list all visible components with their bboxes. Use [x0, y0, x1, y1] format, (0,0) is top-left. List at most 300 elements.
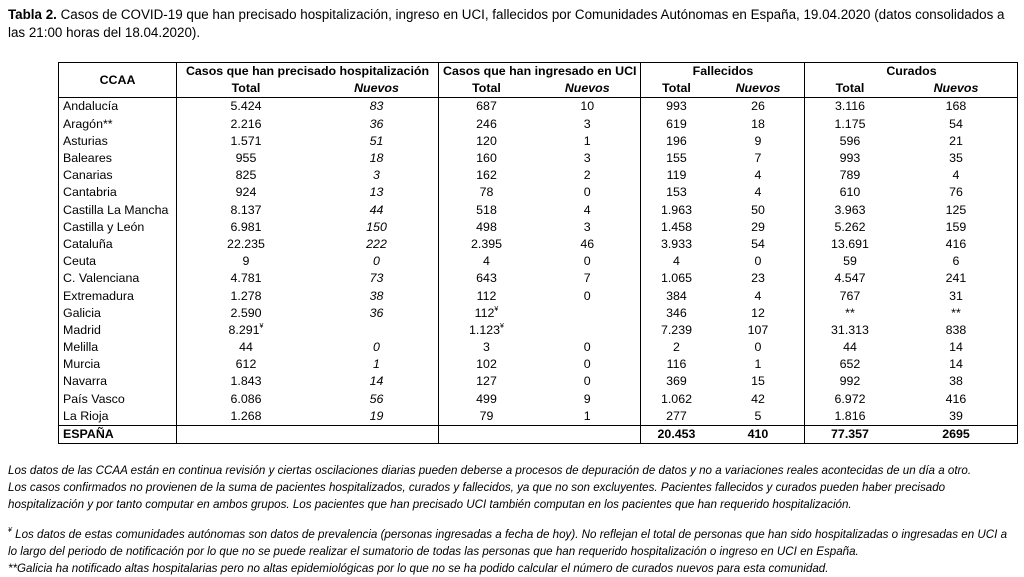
cell-value: 59	[843, 254, 857, 269]
cell-value: 13.691	[831, 236, 869, 251]
table-row	[59, 253, 1018, 270]
header-hospitalizacion: Casos que han precisado hospitalización	[177, 63, 439, 81]
header-row-groups	[59, 63, 1018, 81]
cell-h-new	[315, 356, 439, 373]
table-row	[59, 287, 1018, 304]
cell-f-new	[711, 287, 805, 304]
table-body	[59, 98, 1018, 444]
cell-c-new	[894, 150, 1018, 167]
footnote-yen-mark: ¥	[8, 527, 12, 534]
cell-value: Extremadura	[63, 288, 134, 303]
cell-value: 50	[751, 202, 765, 217]
cell-h-total	[177, 391, 316, 408]
cell-value: 246	[476, 116, 497, 131]
cell-c-new	[894, 253, 1018, 270]
cell-h-total	[177, 305, 316, 322]
cell-value: 993	[839, 151, 861, 166]
cell-h-new	[315, 202, 439, 219]
cell-f-total	[641, 184, 712, 201]
cell-value: 125	[945, 202, 967, 217]
cell-value: 3	[483, 340, 490, 355]
cell-u-total	[439, 116, 535, 133]
cell-value: 992	[839, 374, 861, 389]
cell-value: 44	[843, 340, 857, 355]
cell-f-new	[711, 202, 805, 219]
cell-value: Cantabria	[63, 185, 117, 200]
cell-c-total	[805, 425, 895, 443]
cell-value: 4.781	[230, 271, 262, 286]
cell-value: 54	[751, 236, 765, 251]
cell-f-new	[711, 116, 805, 133]
cell-value: 0	[373, 254, 380, 269]
note-2: Los casos confirmados no provienen de la suma de pacientes hospitalizados, curados y fallecidos, ya que no son excluyentes. Pacientes fallecidos y curados pueden haber precisado hospitalización y por tanto computar en ambos grupos. Los pacientes que han precisado UCI también computan en los pacientes que han requerido hospitalización.	[8, 481, 946, 511]
footnote-yen	[8, 526, 1018, 560]
cell-u-total	[439, 408, 535, 426]
cell-value: 7	[583, 271, 591, 286]
cell-value: 51	[369, 133, 384, 148]
cell-f-new	[711, 270, 805, 287]
cell-h-new	[315, 184, 439, 201]
cell-h-total	[177, 150, 316, 167]
cell-value: 0	[583, 254, 591, 269]
cell-u-total	[439, 184, 535, 201]
cell-c-total	[805, 339, 895, 356]
cell-name	[59, 133, 177, 150]
footnote-mark: ¥	[259, 322, 264, 330]
cell-u-total	[439, 391, 535, 408]
cell-c-total	[805, 287, 895, 304]
cell-value: Asturias	[63, 133, 108, 148]
cell-value: 107	[747, 322, 769, 337]
cell-name	[59, 287, 177, 304]
cell-f-new	[711, 305, 805, 322]
table-row	[59, 219, 1018, 236]
cell-h-total	[177, 373, 316, 390]
cell-value: 498	[476, 219, 497, 234]
table-title-prefix: Tabla 2.	[8, 7, 57, 22]
cell-value: 3.963	[834, 202, 866, 217]
cell-c-total	[805, 98, 895, 116]
cell-value: 924	[235, 185, 257, 200]
cell-value: 4	[754, 288, 762, 303]
header-hosp-total: Total	[177, 80, 316, 98]
cell-value: 3	[583, 151, 591, 166]
cell-h-new	[315, 373, 439, 390]
note-1: Los datos de las CCAA están en continua revisión y ciertas oscilaciones diarias pueden deberse a procesos de depuración de datos y no a variaciones reales acontecidas de un día a otro.	[8, 464, 972, 477]
cell-u-new	[534, 373, 641, 390]
cell-value: 116	[666, 357, 687, 372]
header-cur-nuevos: Nuevos	[894, 80, 1018, 98]
cell-f-total	[641, 219, 712, 236]
cell-f-new	[711, 408, 805, 426]
cell-value: 2695	[942, 427, 970, 442]
cell-f-total	[641, 322, 712, 339]
cell-u-total	[439, 339, 535, 356]
cell-value: 1.065	[660, 271, 692, 286]
cell-value: 153	[666, 185, 687, 200]
cell-value: 10	[580, 99, 595, 114]
cell-value: Castilla y León	[63, 219, 145, 234]
cell-value: 21	[949, 133, 963, 148]
cell-value: 410	[747, 427, 769, 442]
cell-f-total	[641, 425, 712, 443]
cell-value: 4	[583, 202, 591, 217]
cell-c-new	[894, 305, 1018, 322]
cell-value: 6.972	[834, 391, 866, 406]
cell-value: 346	[666, 305, 687, 320]
cell-f-new	[711, 133, 805, 150]
cell-u-new	[534, 202, 641, 219]
cell-f-new	[711, 98, 805, 116]
cell-value: C. Valenciana	[63, 271, 140, 286]
header-uci-nuevos: Nuevos	[534, 80, 641, 98]
cell-value: 1.571	[230, 133, 262, 148]
cell-value: 14	[949, 357, 963, 372]
cell-value: La Rioja	[63, 408, 109, 423]
cell-value: 1.062	[660, 391, 692, 406]
header-cur-total: Total	[805, 80, 895, 98]
table-row	[59, 167, 1018, 184]
cell-value: 44	[239, 340, 253, 355]
table-row	[59, 391, 1018, 408]
cell-value: 277	[666, 408, 687, 423]
cell-h-new	[315, 322, 439, 339]
cell-f-new	[711, 167, 805, 184]
cell-value: 162	[476, 168, 497, 183]
cell-h-total	[177, 339, 316, 356]
cell-value: 3.933	[660, 236, 692, 251]
cell-c-new	[894, 219, 1018, 236]
cell-value: 3	[373, 168, 380, 183]
cell-value: 168	[945, 99, 967, 114]
cell-value: 8.137	[230, 202, 262, 217]
cell-value: 4	[754, 168, 762, 183]
cell-c-new	[894, 202, 1018, 219]
cell-value: 838	[945, 322, 967, 337]
cell-h-new	[315, 339, 439, 356]
cell-value: 1	[754, 357, 762, 372]
cell-name	[59, 98, 177, 116]
cell-value: **	[951, 305, 961, 320]
cell-value: Murcia	[63, 357, 101, 372]
cell-value: 76	[949, 185, 963, 200]
cell-value: 1	[583, 408, 591, 423]
cell-name	[59, 425, 177, 443]
cell-value: 36	[369, 116, 384, 131]
cell-c-total	[805, 236, 895, 253]
cell-h-new	[315, 116, 439, 133]
cell-value: Ceuta	[63, 254, 97, 269]
cell-value: 38	[949, 374, 963, 389]
table-row	[59, 150, 1018, 167]
cell-h-new	[315, 391, 439, 408]
cell-value: 652	[839, 357, 861, 372]
cell-c-new	[894, 356, 1018, 373]
cell-value: Navarra	[63, 374, 108, 389]
cell-f-new	[711, 391, 805, 408]
cell-c-new	[894, 184, 1018, 201]
cell-c-new	[894, 425, 1018, 443]
cell-f-new	[711, 219, 805, 236]
cell-value: 612	[235, 357, 257, 372]
cell-value: 77.357	[831, 427, 869, 442]
cell-value: 416	[945, 391, 967, 406]
cell-c-total	[805, 150, 895, 167]
cell-value: 42	[751, 391, 765, 406]
cell-name	[59, 219, 177, 236]
cell-h-new	[315, 253, 439, 270]
cell-value: Canarias	[63, 168, 113, 183]
cell-h-total	[177, 270, 316, 287]
table-row	[59, 133, 1018, 150]
cell-value: Castilla La Mancha	[63, 202, 169, 217]
cell-f-total	[641, 133, 712, 150]
cell-h-total	[177, 184, 316, 201]
cell-value: 0	[583, 185, 591, 200]
footnote-mark: ¥	[500, 322, 504, 330]
cell-value: 0	[754, 254, 762, 269]
cell-value: 4.547	[834, 271, 866, 286]
cell-c-total	[805, 133, 895, 150]
cell-u-total	[439, 150, 535, 167]
cell-h-total	[177, 356, 316, 373]
cell-value: 127	[476, 374, 497, 389]
cell-value: 6	[952, 254, 960, 269]
cell-value: 1.278	[230, 288, 262, 303]
cell-value: 0	[583, 357, 591, 372]
cell-f-new	[711, 236, 805, 253]
cell-value: 35	[949, 151, 963, 166]
cell-value: 1.963	[660, 202, 692, 217]
cell-f-new	[711, 373, 805, 390]
cell-name	[59, 270, 177, 287]
cell-value: 7	[754, 151, 762, 166]
cell-u-total	[439, 202, 535, 219]
cell-u-total	[439, 98, 535, 116]
cell-name	[59, 339, 177, 356]
cell-value: Baleares	[63, 151, 112, 166]
cell-value: 3	[583, 219, 591, 234]
cell-value: 4	[673, 254, 680, 269]
cell-u-total	[439, 167, 535, 184]
cell-value: 0	[583, 374, 591, 389]
cell-value: Cataluña	[63, 236, 113, 251]
cell-name	[59, 236, 177, 253]
cell-value: Melilla	[63, 340, 99, 355]
table-row	[59, 236, 1018, 253]
cell-h-new	[315, 305, 439, 322]
cell-value: 6.981	[230, 219, 262, 234]
cell-value: 18	[751, 116, 765, 131]
cell-name	[59, 322, 177, 339]
cell-value: 44	[369, 202, 384, 217]
cell-name	[59, 167, 177, 184]
cell-value: 2.395	[470, 236, 502, 251]
cell-f-total	[641, 167, 712, 184]
cell-value: Andalucía	[63, 99, 119, 114]
cell-c-total	[805, 116, 895, 133]
cell-value: 39	[949, 408, 963, 423]
notes	[8, 462, 1018, 577]
cell-value: 19	[369, 408, 384, 423]
cell-value: 610	[839, 185, 861, 200]
cell-c-total	[805, 408, 895, 426]
cell-value: 767	[839, 288, 861, 303]
cell-h-new	[315, 150, 439, 167]
cell-u-total	[439, 425, 535, 443]
cell-h-new	[315, 425, 439, 443]
table-row	[59, 270, 1018, 287]
cell-value: 8.291	[228, 322, 260, 337]
cell-value: 112	[476, 288, 497, 303]
cell-f-total	[641, 150, 712, 167]
cell-value: 14	[369, 374, 384, 389]
cell-u-total	[439, 305, 535, 322]
cell-value: 79	[479, 408, 494, 423]
cell-value: 6.086	[230, 391, 262, 406]
cell-h-total	[177, 236, 316, 253]
cell-value: 119	[666, 168, 687, 183]
cell-c-total	[805, 305, 895, 322]
cell-c-total	[805, 373, 895, 390]
cell-value: 993	[666, 99, 687, 114]
cell-value: 1.175	[834, 116, 866, 131]
cell-value: 14	[949, 340, 963, 355]
cell-value: 1.843	[230, 374, 262, 389]
cell-f-total	[641, 202, 712, 219]
cell-value: 5.424	[230, 99, 262, 114]
cell-f-total	[641, 391, 712, 408]
cell-f-total	[641, 373, 712, 390]
cell-value: 3.116	[834, 99, 866, 114]
cell-value: 31	[949, 288, 963, 303]
cell-f-total	[641, 287, 712, 304]
cell-name	[59, 408, 177, 426]
cell-value: 9	[754, 133, 762, 148]
header-curados: Curados	[805, 63, 1018, 81]
cell-value: 20.453	[657, 427, 696, 442]
cell-u-total	[439, 236, 535, 253]
cell-value: 416	[945, 236, 967, 251]
cell-c-total	[805, 184, 895, 201]
cell-h-total	[177, 133, 316, 150]
cell-value: 159	[945, 219, 967, 234]
cell-c-new	[894, 391, 1018, 408]
cell-f-total	[641, 98, 712, 116]
cell-f-new	[711, 356, 805, 373]
cell-value: 4	[754, 185, 762, 200]
cell-u-new	[534, 322, 641, 339]
cell-value: 54	[949, 116, 963, 131]
cell-c-new	[894, 167, 1018, 184]
cell-value: 2	[673, 340, 680, 355]
cell-value: 5	[754, 408, 762, 423]
cell-u-new	[534, 356, 641, 373]
cell-value: 2.216	[230, 116, 262, 131]
cell-value: 619	[666, 116, 687, 131]
cell-f-new	[711, 253, 805, 270]
cell-u-new	[534, 305, 641, 322]
cell-value: 112	[474, 305, 495, 320]
cell-h-new	[315, 270, 439, 287]
cell-value: 4	[483, 254, 490, 269]
cell-u-total	[439, 253, 535, 270]
header-fall-total: Total	[641, 80, 712, 98]
cell-value: 2	[583, 168, 591, 183]
cell-value: 0	[754, 340, 762, 355]
cell-value: 384	[666, 288, 687, 303]
cell-value: 13	[369, 185, 384, 200]
cell-value: 789	[839, 168, 861, 183]
cell-u-new	[534, 253, 641, 270]
cell-c-new	[894, 339, 1018, 356]
cell-h-total	[177, 322, 316, 339]
cell-value: 12	[751, 305, 765, 320]
footnote-stars: **Galicia ha notificado altas hospitalarias pero no altas epidemiológicas por lo que no se ha podido calcular el número de curados nuevos para esta comunidad.	[8, 562, 829, 575]
cell-value: 687	[476, 99, 497, 114]
cell-value: 155	[666, 151, 687, 166]
cell-u-new	[534, 150, 641, 167]
cell-c-total	[805, 167, 895, 184]
cell-value: 9	[583, 391, 591, 406]
cell-value: 1.458	[660, 219, 692, 234]
cell-value: 825	[235, 168, 257, 183]
cell-u-total	[439, 133, 535, 150]
header-uci: Casos que han ingresado en UCI	[439, 63, 641, 81]
cell-f-total	[641, 116, 712, 133]
cell-value: 22.235	[227, 236, 265, 251]
cell-value: 643	[476, 271, 497, 286]
cell-value: Galicia	[63, 305, 101, 320]
cell-name	[59, 356, 177, 373]
cell-u-total	[439, 356, 535, 373]
cell-f-new	[711, 339, 805, 356]
cell-value: 160	[476, 151, 497, 166]
cell-c-new	[894, 98, 1018, 116]
cell-f-total	[641, 253, 712, 270]
cell-value: 36	[369, 305, 384, 320]
cell-value: 26	[751, 99, 765, 114]
table-row	[59, 202, 1018, 219]
header-row-sub	[59, 80, 1018, 98]
cell-u-total	[439, 287, 535, 304]
cell-h-total	[177, 167, 316, 184]
cell-value: 23	[751, 271, 765, 286]
table-row	[59, 356, 1018, 373]
cell-u-total	[439, 322, 535, 339]
cell-value: 150	[366, 219, 387, 234]
cell-value: País Vasco	[63, 391, 125, 406]
cell-f-new	[711, 184, 805, 201]
table-row	[59, 322, 1018, 339]
cell-c-total	[805, 253, 895, 270]
cell-u-new	[534, 425, 641, 443]
cell-value: 78	[479, 185, 494, 200]
cell-value: 120	[476, 133, 497, 148]
cell-c-new	[894, 236, 1018, 253]
cell-f-new	[711, 425, 805, 443]
cell-c-total	[805, 219, 895, 236]
cell-value: 4	[952, 168, 960, 183]
cell-name	[59, 202, 177, 219]
header-ccaa: CCAA	[59, 63, 177, 98]
cell-c-new	[894, 116, 1018, 133]
footnote-yen-text: Los datos de estas comunidades autónomas son datos de prevalencia (personas ingresadas a fecha de hoy). No reflejan el total de personas que han sido hospitalizadas o ingresadas en UCI a lo largo del periodo de notificación por lo que no se puede realizar el sumatorio de todas las personas que han requerido hospitalización o ingreso en UCI en España.	[8, 528, 1008, 558]
cell-h-total	[177, 408, 316, 426]
header-hosp-nuevos: Nuevos	[315, 80, 439, 98]
cell-value: 1.268	[230, 408, 262, 423]
cell-h-total	[177, 287, 316, 304]
